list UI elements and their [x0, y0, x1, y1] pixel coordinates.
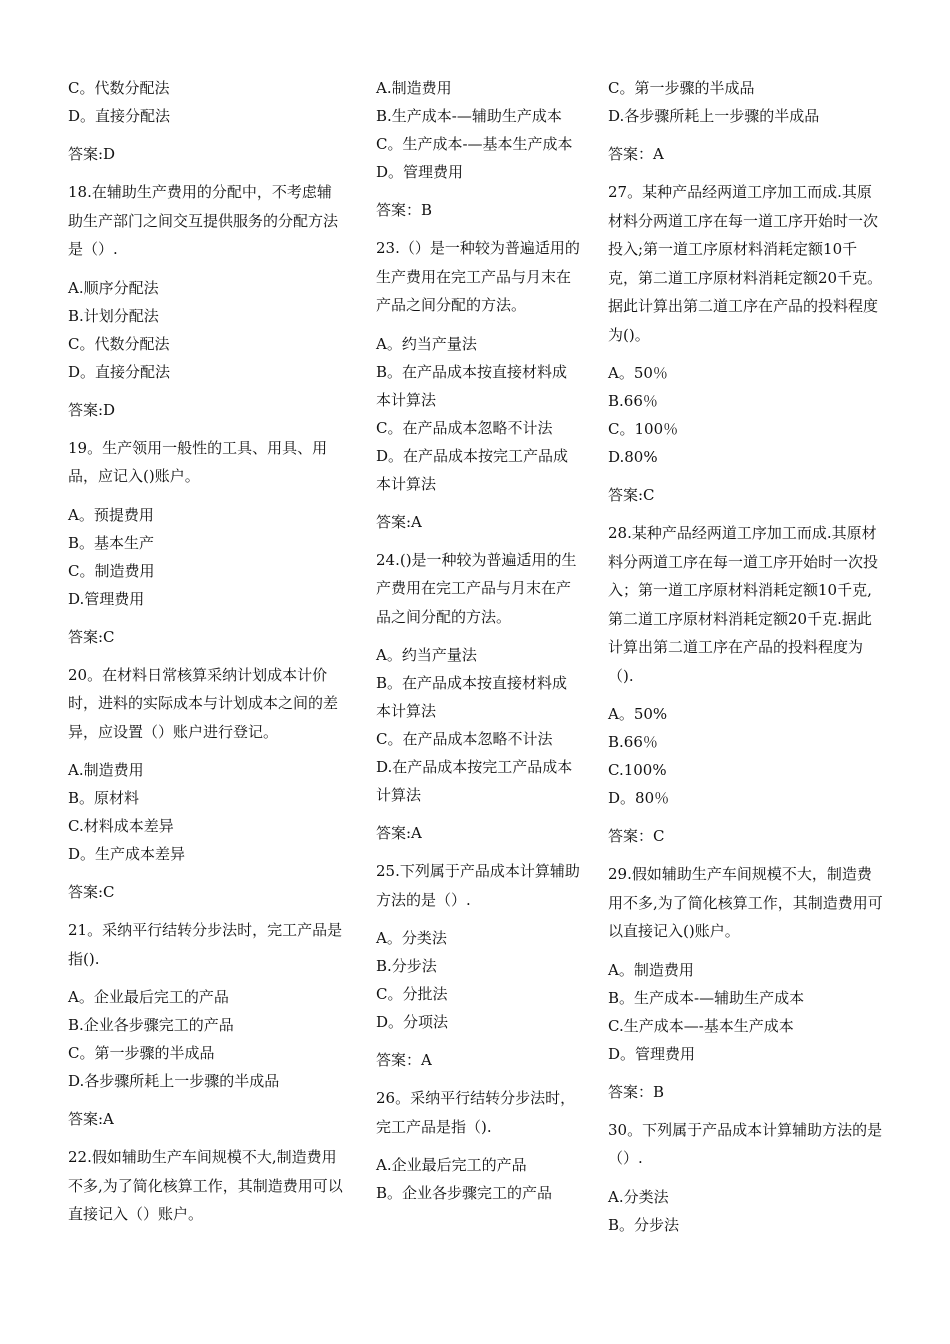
option-item: D.各步骤所耗上一步骤的半成品: [68, 1072, 280, 1090]
option-item: D。分项法: [376, 1013, 449, 1031]
option-list: [68, 756, 346, 868]
question-text: 19。生产领用一般性的工具、用具、用品，应记入()账户。: [68, 438, 328, 485]
option-list: [376, 641, 581, 809]
option-item: A。50%: [608, 705, 668, 723]
question-text: 27。某种产品经两道工序加工而成.其原材料分两道工序在每一道工序开始时一次投入;第一道工序原材料消耗定额10千克，第二道工序原材料消耗定额20千克。据此计算出第二道工序在产品的投料程度为()。: [608, 183, 883, 344]
question-text: 25.下列属于产品成本计算辅助方法的是（）.: [376, 862, 580, 909]
option-item: C.100%: [608, 761, 667, 779]
option-item: A。制造费用: [608, 960, 694, 979]
option-item: C。分批法: [376, 985, 448, 1003]
option-list: [608, 700, 883, 812]
option-item: C。代数分配法: [68, 334, 170, 353]
option-list: [608, 1183, 883, 1239]
question-text: 24.()是一种较为普遍适用的生产费用在完工产品与月末在产品之间分配的方法。: [376, 550, 577, 626]
answer-line: 答案：A: [608, 145, 664, 163]
option-item: B。生产成本-—辅助生产成本: [608, 988, 805, 1007]
question-text: 28.某种产品经两道工序加工而成.其原材料分两道工序在每一道工序开始时一次投入；第一道工序原材料消耗定额10千克,第二道工序原材料消耗定额20千克.据此计算出第二道工序在产品的投料程度为（).: [608, 524, 879, 685]
option-item: A.制造费用: [68, 761, 144, 779]
option-list: [68, 274, 346, 386]
option-list: [376, 330, 581, 498]
option-item: D。生产成本差异: [68, 845, 186, 863]
question-text: 18.在辅助生产费用的分配中，不考虑辅助生产部门之间交互提供服务的分配方法是（）.: [68, 183, 339, 258]
question-text: 20。在材料日常核算采纳计划成本计价时，进料的实际成本与计划成本之间的差异，应设置（）账户进行登记。: [68, 665, 339, 741]
answer-line: 答案：B: [376, 201, 433, 219]
option-item: B.企业各步骤完工的产品: [68, 1016, 234, 1034]
option-item: D。管理费用: [608, 1044, 696, 1063]
answer-line: 答案：B: [608, 1082, 665, 1101]
option-item: B.66％: [608, 733, 658, 751]
option-item: C.生产成本—-基本生产成本: [608, 1016, 794, 1035]
option-item: D。管理费用: [376, 163, 464, 181]
option-list: [68, 74, 346, 130]
option-item: A.制造费用: [376, 79, 452, 97]
answer-line: 答案:C: [608, 486, 655, 504]
question-text: 26。采纳平行结转分步法时，完工产品是指（).: [376, 1089, 576, 1136]
option-item: B。原材料: [68, 789, 140, 807]
option-item: D.80%: [608, 448, 658, 466]
answer-line: 答案：C: [608, 827, 665, 845]
option-item: B。基本生产: [68, 533, 155, 552]
option-item: C。在产品成本忽略不计法: [376, 418, 553, 437]
option-list: [608, 359, 883, 471]
left-column: [68, 74, 346, 1239]
answer-line: 答案:A: [376, 824, 422, 842]
option-item: B.66％: [608, 392, 658, 410]
option-item: D。80％: [608, 789, 670, 807]
option-item: C。第一步骤的半成品: [608, 79, 755, 97]
option-item: D.管理费用: [68, 589, 145, 608]
option-list: [376, 74, 581, 186]
option-item: A.企业最后完工的产品: [376, 1156, 527, 1174]
option-item: D。直接分配法: [68, 362, 171, 381]
answer-line: 答案:C: [68, 883, 115, 901]
option-item: A。50％: [608, 364, 668, 382]
answer-line: 答案:A: [68, 1110, 114, 1128]
option-item: A。约当产量法: [376, 334, 477, 353]
option-item: D。在产品成本按完工产品成本计算法: [376, 446, 569, 493]
option-item: B。企业各步骤完工的产品: [376, 1184, 553, 1202]
option-item: A。预提费用: [68, 505, 154, 524]
option-item: D。直接分配法: [68, 107, 171, 125]
option-item: D.各步骤所耗上一步骤的半成品: [608, 107, 820, 125]
option-item: B。在产品成本按直接材料成本计算法: [376, 674, 568, 720]
question-text: 23.（）是一种较为普遍适用的生产费用在完工产品与月末在产品之间分配的方法。: [376, 239, 580, 314]
answer-line: 答案:A: [376, 512, 422, 531]
answer-line: 答案:C: [68, 627, 115, 646]
middle-column: [376, 74, 581, 1217]
option-list: [608, 74, 883, 130]
option-item: A.分类法: [608, 1187, 669, 1206]
answer-line: 答案:D: [68, 145, 116, 163]
option-item: A。企业最后完工的产品: [68, 988, 229, 1006]
option-item: A。约当产量法: [376, 646, 477, 664]
question-text: 29.假如辅助生产车间规模不大，制造费用不多,为了简化核算工作，其制造费用可以直接记入()账户。: [608, 865, 883, 940]
option-item: B。在产品成本按直接材料成本计算法: [376, 362, 568, 409]
option-item: C。在产品成本忽略不计法: [376, 730, 553, 748]
right-column: [608, 74, 883, 1249]
option-item: B.计划分配法: [68, 306, 159, 325]
option-item: A。分类法: [376, 929, 447, 947]
option-list: [68, 983, 346, 1095]
option-item: C。第一步骤的半成品: [68, 1044, 215, 1062]
answer-line: 答案:D: [68, 400, 116, 419]
question-text: 22.假如辅助生产车间规模不大,制造费用不多,为了简化核算工作，其制造费用可以直接记入（）账户。: [68, 1148, 343, 1223]
option-list: [376, 1151, 581, 1207]
option-list: [68, 501, 346, 613]
question-text: 30。下列属于产品成本计算辅助方法的是（）.: [608, 1120, 883, 1167]
option-item: C。生产成本-—基本生产成本: [376, 135, 573, 153]
option-item: B.生产成本-—辅助生产成本: [376, 107, 562, 125]
option-item: C.材料成本差异: [68, 817, 174, 835]
option-list: [376, 924, 581, 1036]
option-list: [608, 956, 883, 1068]
answer-line: 答案：A: [376, 1051, 432, 1069]
question-text: 21。采纳平行结转分步法时，完工产品是指().: [68, 921, 343, 968]
option-item: A.顺序分配法: [68, 278, 159, 297]
option-item: C。制造费用: [68, 561, 155, 580]
option-item: B.分步法: [376, 957, 437, 975]
option-item: D.在产品成本按完工产品成本计算法: [376, 758, 573, 804]
option-item: C。100％: [608, 420, 679, 438]
option-item: C。代数分配法: [68, 79, 170, 97]
option-item: B。分步法: [608, 1215, 680, 1234]
